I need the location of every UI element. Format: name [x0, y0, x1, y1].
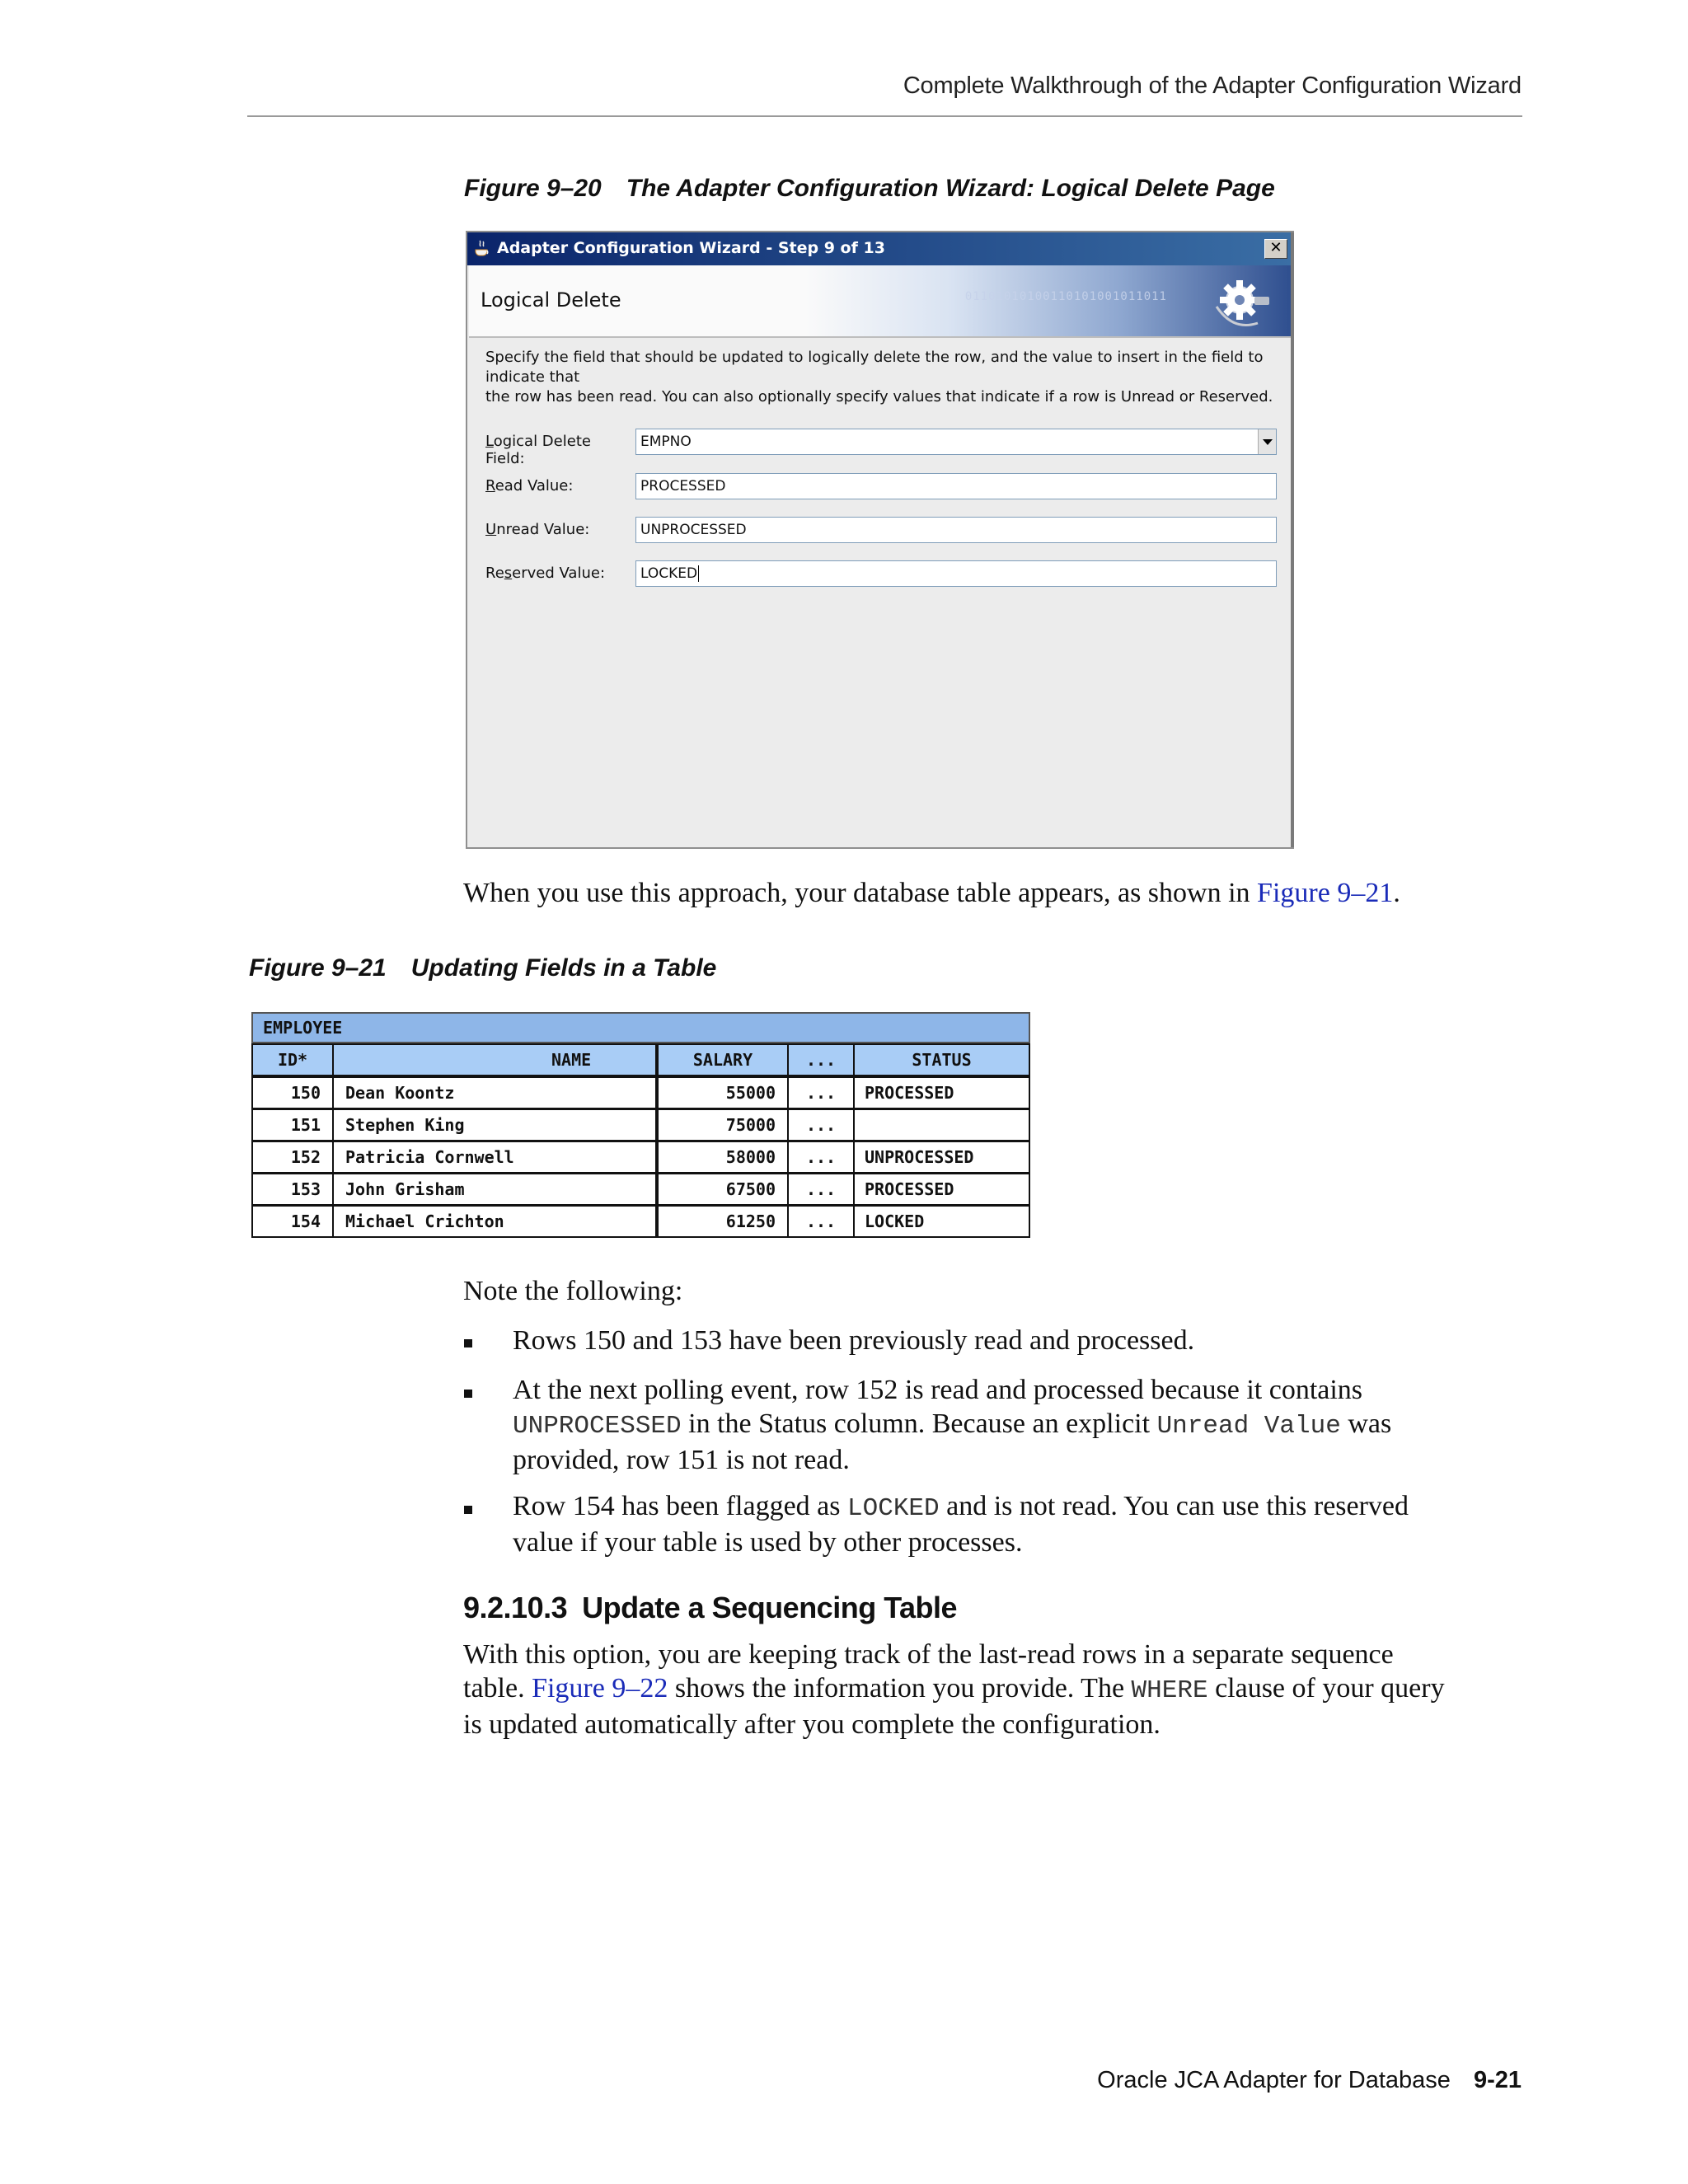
- running-header: Complete Walkthrough of the Adapter Configuration Wizard: [903, 73, 1522, 99]
- figure-21-caption: [249, 954, 716, 982]
- figure-20-title: The Adapter Configuration Wizard: Logical Delete Page: [626, 175, 1275, 202]
- wizard-window: [466, 231, 1294, 849]
- cell-status: PROCESSED: [853, 1076, 1030, 1109]
- column-header-name: NAME: [551, 1050, 592, 1070]
- code-locked: LOCKED: [847, 1494, 940, 1523]
- column-header-status: STATUS: [853, 1043, 1030, 1076]
- window-edge: [1291, 232, 1294, 847]
- section-heading: [463, 1591, 957, 1625]
- column-header-id: ID*: [251, 1043, 334, 1076]
- note-intro: Note the following:: [463, 1276, 683, 1306]
- section-paragraph: With this option, you are keeping track of the last-read rows in a separate sequence table. Figure 9–22 shows the information you provide. The WHERE clause of your query is updated automatically after you complete the configuration.: [463, 1639, 1445, 1740]
- cell-id: 154: [251, 1205, 334, 1238]
- logical-delete-field-select[interactable]: [635, 429, 1277, 455]
- bullet-marker: [464, 1339, 472, 1347]
- column-header-salary: SALARY: [657, 1043, 789, 1076]
- figure-20-caption: [464, 175, 1275, 203]
- wizard-banner: [469, 265, 1291, 338]
- footer-title: Oracle JCA Adapter for Database: [1097, 2067, 1451, 2093]
- cell-id: 152: [251, 1141, 334, 1174]
- cell-ellipsis: ...: [787, 1205, 855, 1238]
- unread-value-input[interactable]: UNPROCESSED: [635, 517, 1277, 543]
- figure-22-link[interactable]: Figure 9–22: [532, 1673, 668, 1704]
- cell-salary: 67500: [657, 1173, 789, 1206]
- employee-table: [251, 1012, 1030, 1239]
- wizard-instructions: [485, 348, 1277, 407]
- bullet-marker: [464, 1506, 472, 1514]
- instructions-line-1: Specify the field that should be updated to logically delete the row, and the value to insert in the field to indicate that: [485, 349, 1264, 386]
- instructions-line-2: the row has been read. You can also optionally specify values that indicate if a row is Unread or Reserved.: [485, 388, 1273, 405]
- header-rule: [247, 115, 1522, 117]
- section-title: Update a Sequencing Table: [582, 1591, 958, 1624]
- bullet-1: Rows 150 and 153 have been previously read and processed.: [513, 1325, 1195, 1356]
- figure-21-link[interactable]: Figure 9–21: [1257, 878, 1394, 908]
- column-header-ellipsis: ...: [787, 1043, 855, 1076]
- figure-20-number: Figure 9–20: [464, 175, 602, 202]
- chevron-down-icon[interactable]: [1258, 429, 1276, 454]
- window-titlebar[interactable]: [467, 232, 1292, 265]
- cell-ellipsis: ...: [787, 1141, 855, 1174]
- cell-name: John Grisham: [332, 1173, 657, 1206]
- section-number: 9.2.10.3: [463, 1591, 568, 1624]
- code-unprocessed: UNPROCESSED: [513, 1412, 682, 1441]
- cell-status: PROCESSED: [853, 1173, 1030, 1206]
- code-where: WHERE: [1131, 1676, 1208, 1705]
- page-footer: [907, 2067, 1522, 2094]
- bullet-2: At the next polling event, row 152 is read and processed because it contains UNPROCESSED in the Status column. Because an explicit Unread Value was provided, row 151 is not read.: [513, 1375, 1392, 1475]
- table-title: EMPLOYEE: [251, 1012, 1030, 1043]
- cell-name: Michael Crichton: [332, 1205, 657, 1238]
- cell-salary: 75000: [657, 1108, 789, 1141]
- cell-ellipsis: ...: [787, 1173, 855, 1206]
- reserved-value-input[interactable]: [635, 560, 1277, 587]
- cell-status: UNPROCESSED: [853, 1141, 1030, 1174]
- figure-21-title: Updating Fields in a Table: [410, 954, 717, 982]
- wizard-page-title: Logical Delete: [481, 288, 621, 312]
- unread-value-label: Unread Value:: [485, 521, 590, 538]
- java-cup-icon: [472, 238, 492, 258]
- banner-binary-text: 01101010100110101001011011: [964, 290, 1167, 303]
- intro-paragraph: When you use this approach, your database table appears, as shown in Figure 9–21.: [463, 878, 1400, 908]
- cell-id: 153: [251, 1173, 334, 1206]
- logical-delete-field-label: Logical Delete Field:: [485, 433, 591, 467]
- read-value-label: Read Value:: [485, 477, 574, 494]
- text-cursor: [698, 565, 699, 582]
- code-unread-value: Unread Value: [1156, 1412, 1341, 1441]
- bullet-marker: [464, 1390, 472, 1398]
- cell-name: Dean Koontz: [332, 1076, 657, 1109]
- page-number: 9-21: [1473, 2067, 1522, 2093]
- figure-21-number: Figure 9–21: [249, 954, 387, 982]
- close-button[interactable]: [1264, 239, 1287, 259]
- read-value-input[interactable]: PROCESSED: [635, 473, 1277, 499]
- cell-id: 151: [251, 1108, 334, 1141]
- cell-salary: 55000: [657, 1076, 789, 1109]
- reserved-value-text: LOCKED: [640, 565, 698, 582]
- reserved-value-label: Reserved Value:: [485, 565, 606, 582]
- cell-status: [853, 1108, 1030, 1141]
- gear-plug-icon: [1208, 274, 1274, 331]
- bullet-3: Row 154 has been flagged as LOCKED and is not read. You can use this reserved value if your table is used by other processes.: [513, 1491, 1409, 1558]
- window-title: Adapter Configuration Wizard - Step 9 of 13: [497, 239, 885, 257]
- cell-ellipsis: ...: [787, 1076, 855, 1109]
- cell-status: LOCKED: [853, 1205, 1030, 1238]
- close-icon: ✕: [1269, 239, 1282, 256]
- cell-id: 150: [251, 1076, 334, 1109]
- cell-name: Stephen King: [332, 1108, 657, 1141]
- cell-salary: 58000: [657, 1141, 789, 1174]
- cell-ellipsis: ...: [787, 1108, 855, 1141]
- cell-name: Patricia Cornwell: [332, 1141, 657, 1174]
- logical-delete-field-value: EMPNO: [640, 434, 692, 450]
- cell-salary: 61250: [657, 1205, 789, 1238]
